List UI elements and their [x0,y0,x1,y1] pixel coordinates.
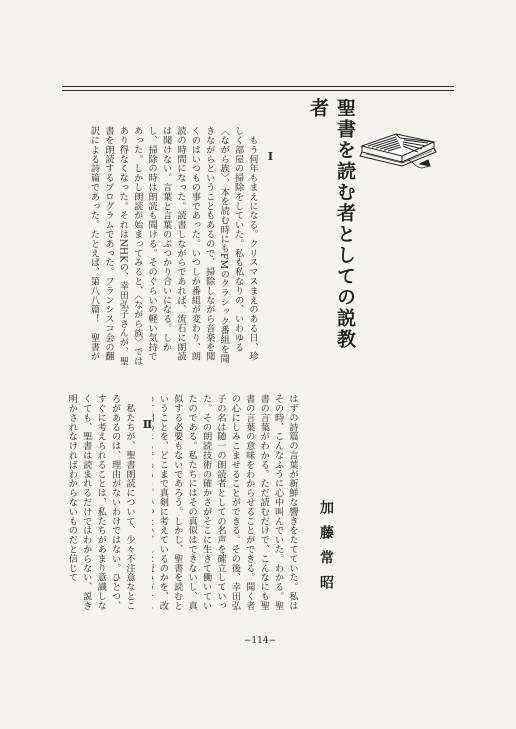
page-number: −114− [243,636,277,646]
open-book-icon [356,116,440,174]
header-rule-thin [62,90,454,91]
section-2-text: 私たちが、聖書朗読について、少々不注意なところがあるのは、理由がないわけではない。ひとつ、すぐに考えられることは、私たちがあまり意識しなくても、聖書は読まれるだけではわからない、説き明かされなければわからないものだと信じて [66,394,135,611]
header-rule [62,86,454,87]
article-author: 加藤常昭 [318,500,334,600]
section-heading-1: Ⅰ [264,150,277,163]
section-1-text: もう何年もまえになる。クリスマスまえのある日、珍しく部屋の掃除をしていた。私も私なりの、いわゆる〈ながら族〉、本を読む時にもFMのクラシック番組を聞きながらということもあるので、掃除しながら音楽を聞くのはいつもの事であった。いつしか番組が変わり、朗読の時間になった。読書しながらであれば、流石に朗読は聞けない。言葉と言葉のぶつかり合いになる。しかし、掃除の時は朗読も聞ける。そのぐらいの軽い気持であった。しかし朗読が始まってみると、〈ながら族〉ではあり得なくなった。それはNHKの、幸田弘子さんが、聖書を朗読するプログラムであった。フランシスコ会の翻訳による詩篇であった。たとえば、第八八篇！ 聖書が [88,126,258,366]
article-title: 聖書を読む者としての説教者 [307,98,356,350]
section-1-continued-text: はずの詩篇の言葉が新鮮な響きをたてていた。私はその時、こんなふうに心中叫んでいた。わかる。聖書の言葉がわかる。ただ読むだけで、こんなにも聖書の言葉の意味をわからせることができる。聞く者の心にしみこませることができる。その後、幸田弘子の名は随一の朗読者としての名声を確立していった。その朗読技術の確かさがそこに生きて働いていたのである。私たちにはその真似はできないし、真似する必要もないであろう。しかし、聖書を読むということを、どこまで真剣に考えているのかを、改 [157,394,298,611]
section-heading-2: Ⅱ [141,418,154,431]
